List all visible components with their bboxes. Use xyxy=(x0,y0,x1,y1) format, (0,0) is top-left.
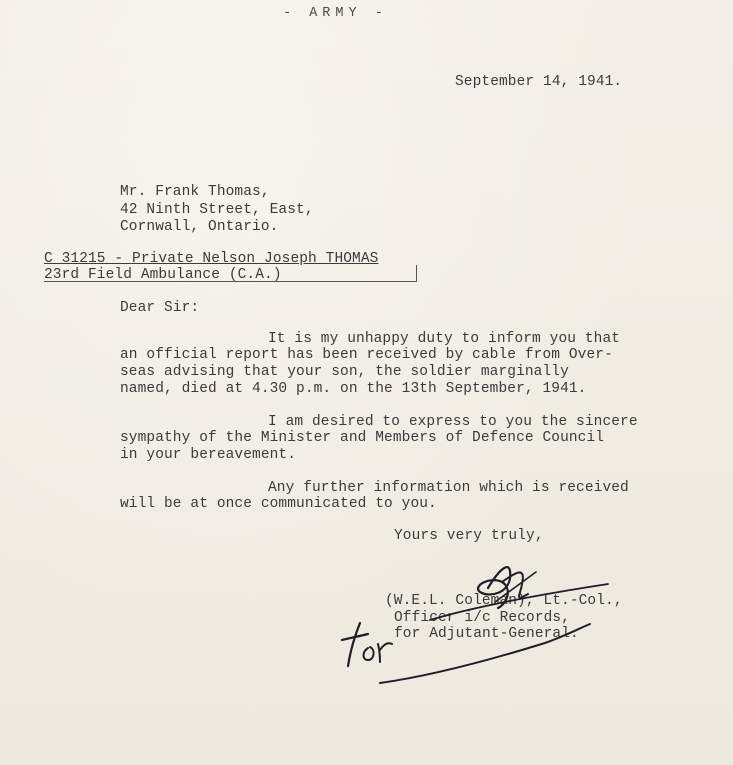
signatory-title: Officer i/c Records, xyxy=(394,610,571,626)
handwritten-signature xyxy=(340,548,630,698)
recipient-city: Cornwall, Ontario. xyxy=(120,219,279,235)
signatory-name: (W.E.L. Coleman), Lt.-Col., xyxy=(385,593,623,609)
subject-unit: 23rd Field Ambulance (C.A.) xyxy=(44,267,282,283)
paragraph-2-line-3: in your bereavement. xyxy=(120,447,297,463)
paragraph-2-line-2: sympathy of the Minister and Members of Defence Council xyxy=(120,430,605,446)
subject-soldier: C 31215 - Private Nelson Joseph THOMAS xyxy=(44,251,379,267)
recipient-street: 42 Ninth Street, East, xyxy=(120,202,314,218)
letterhead-army: - ARMY - xyxy=(283,6,388,21)
paragraph-1-line-2: an official report has been received by cable from Over- xyxy=(120,347,613,363)
signatory-for: for Adjutant-General. xyxy=(394,626,579,642)
paragraph-3-line-2: will be at once communicated to you. xyxy=(120,496,437,512)
paragraph-1-line-4: named, died at 4.30 p.m. on the 13th September, 1941. xyxy=(120,381,587,397)
letter-date: September 14, 1941. xyxy=(455,74,623,90)
paragraph-2-line-1: I am desired to express to you the sincere xyxy=(268,414,638,430)
salutation: Dear Sir: xyxy=(120,300,200,316)
paragraph-3-line-1: Any further information which is received xyxy=(268,480,629,496)
closing: Yours very truly, xyxy=(394,528,544,544)
recipient-name: Mr. Frank Thomas, xyxy=(120,184,270,200)
paragraph-1-line-1: It is my unhappy duty to inform you that xyxy=(268,331,621,347)
paragraph-1-line-3: seas advising that your son, the soldier marginally xyxy=(120,364,569,380)
